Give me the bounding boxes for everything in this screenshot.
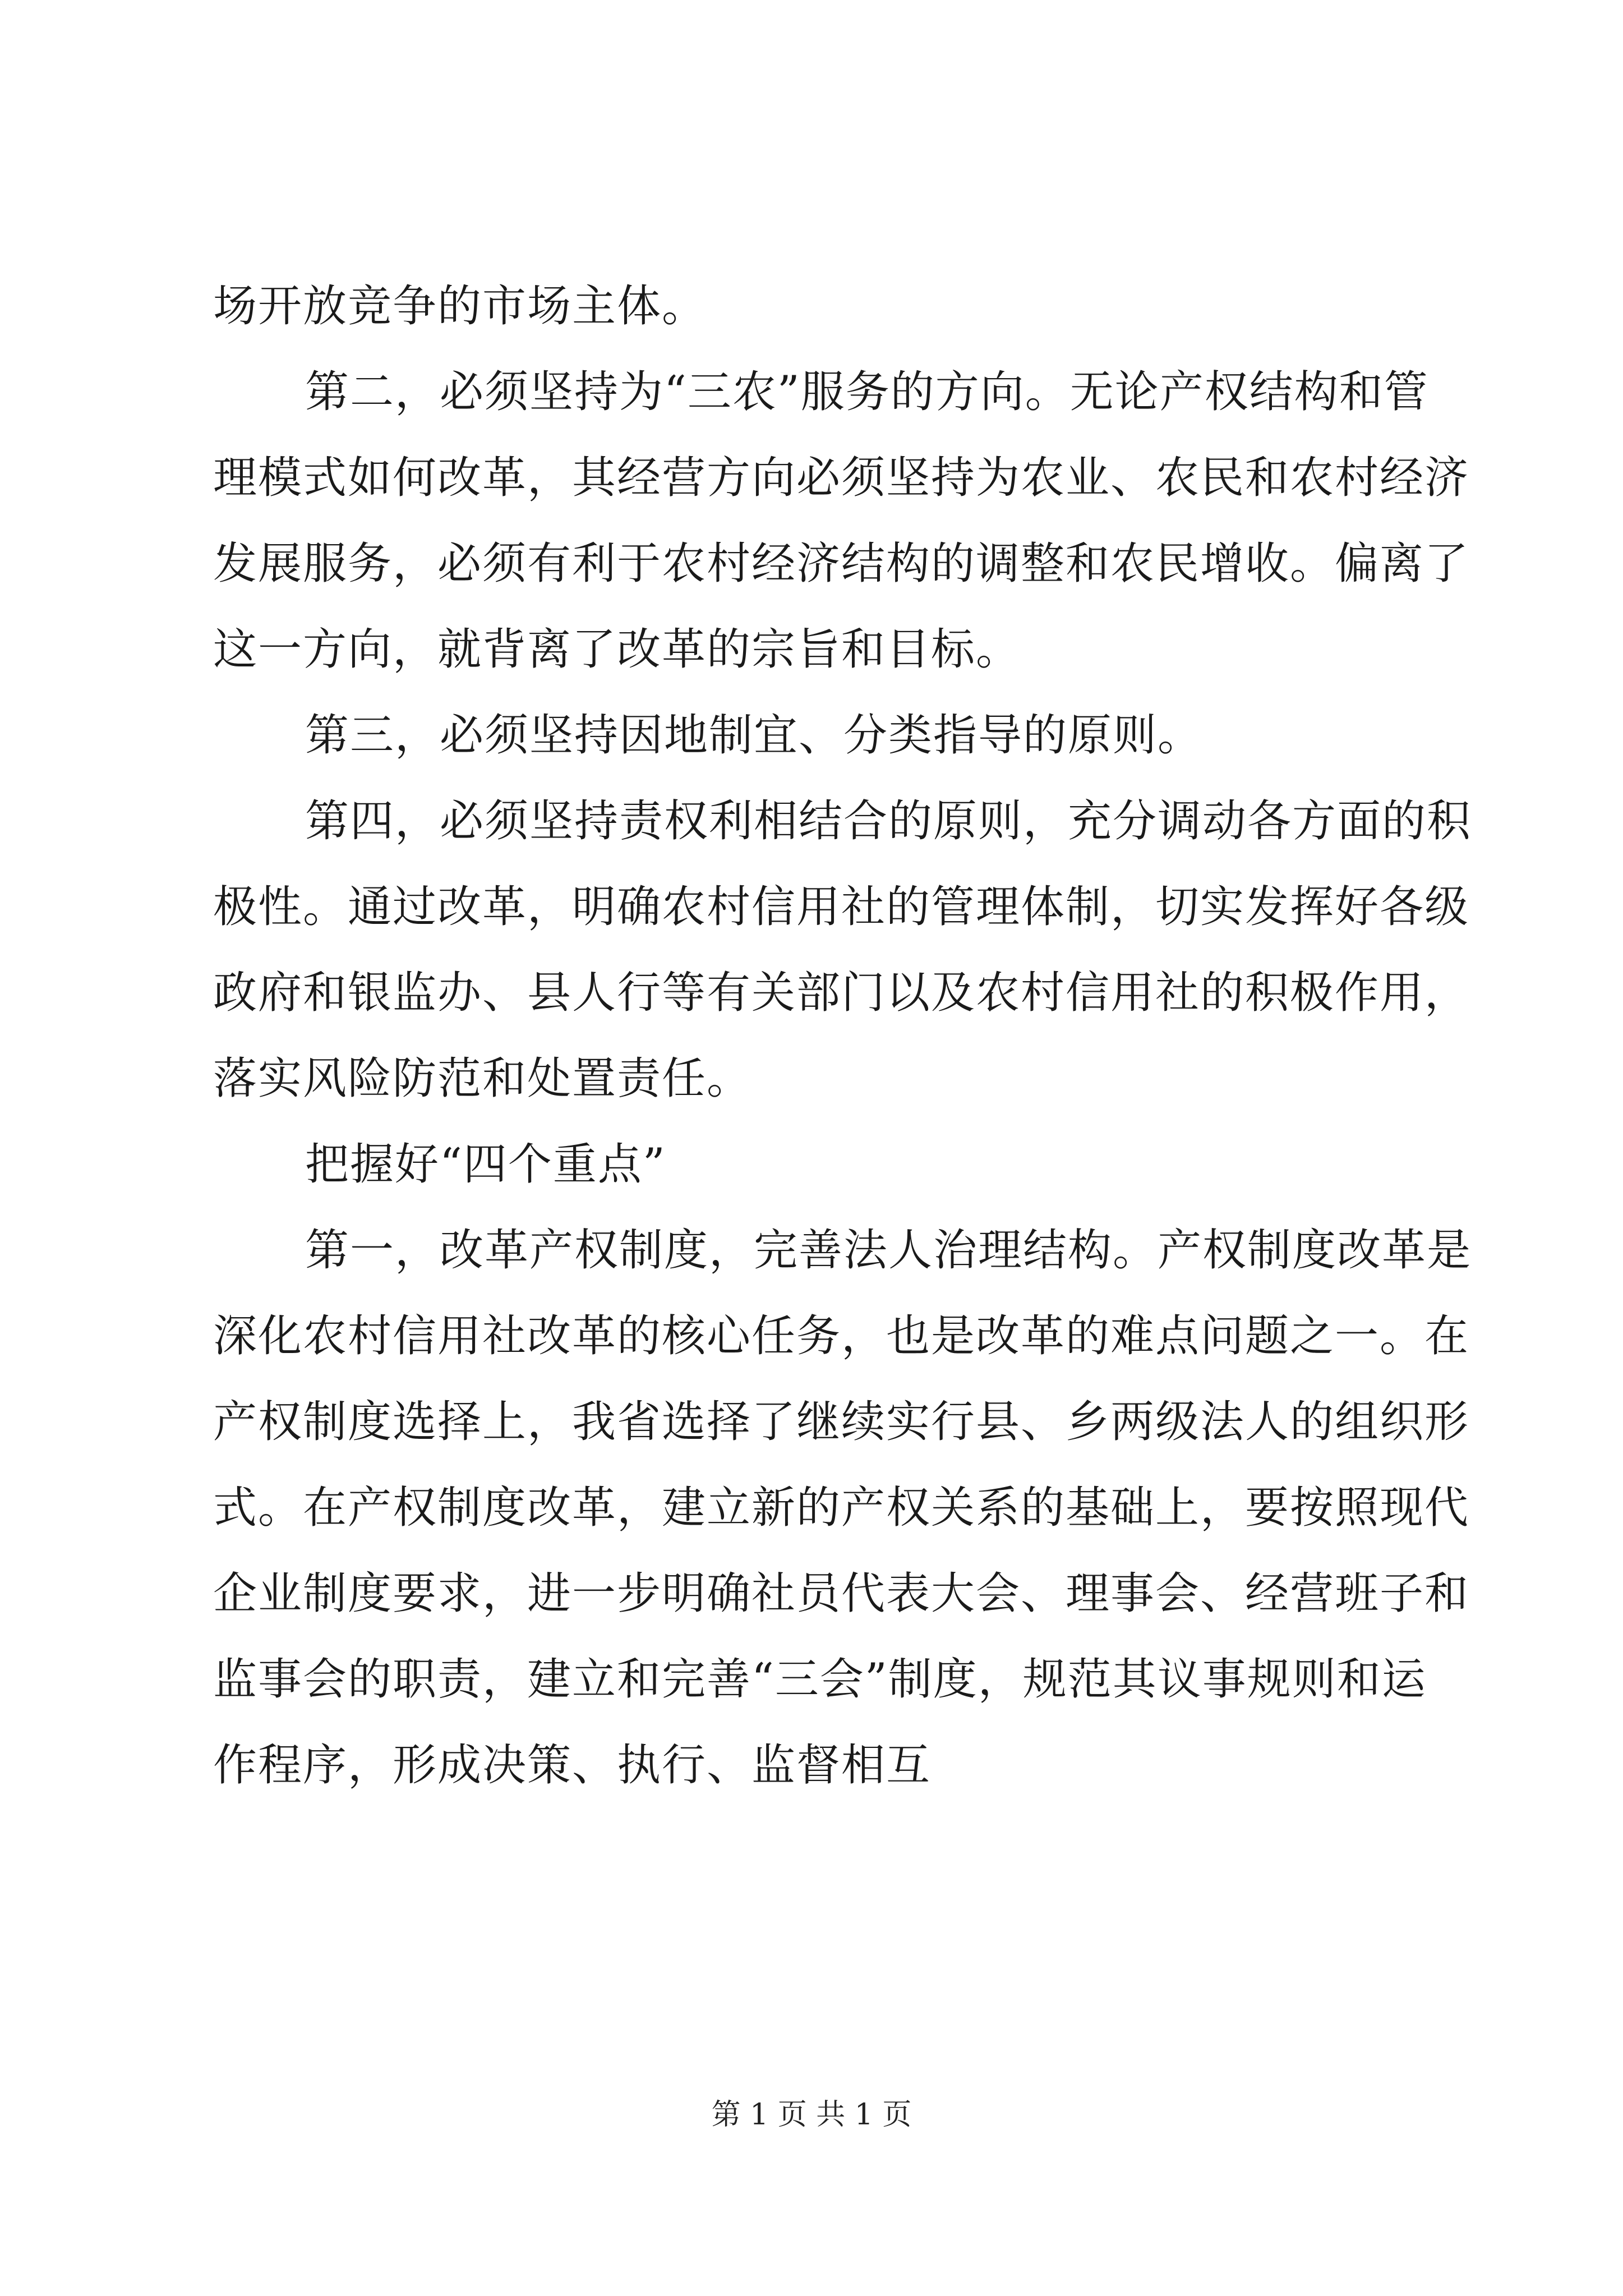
document-body (213, 264, 1472, 1809)
text-line: 极性。通过改革，明确农村信用社的管理体制，切实发挥好各级 (213, 882, 1470, 932)
text-line: 第四，必须坚持责权利相结合的原则，充分调动各方面的积 (305, 796, 1472, 846)
text-line: 第三，必须坚持因地制宜、分类指导的原则。 (305, 710, 1203, 761)
page-footer (0, 2095, 1623, 2134)
text-line: 深化农村信用社改革的核心任务，也是改革的难点问题之一。在 (213, 1311, 1470, 1361)
paragraph (213, 264, 1413, 349)
text-line: 作程序，形成决策、执行、监督相互 (213, 1740, 932, 1791)
paragraph (213, 349, 1470, 693)
text-line: 式。在产权制度改革，建立新的产权关系的基础上，要按照现代 (213, 1483, 1470, 1533)
text-line: 第二，必须坚持为“三农”服务的方向。无论产权结构和管 (305, 367, 1429, 417)
text-line: 落实风险防范和处置责任。 (213, 1053, 752, 1104)
text-line: 企业制度要求，进一步明确社员代表大会、理事会、经营班子和 (213, 1568, 1470, 1619)
text-line: 这一方向，就背离了改革的宗旨和目标。 (213, 624, 1021, 675)
paragraph (213, 1208, 1472, 1809)
text-line: 产权制度选择上，我省选择了继续实行县、乡两级法人的组织形 (213, 1397, 1470, 1447)
text-line: 把握好“四个重点” (305, 1139, 666, 1190)
paragraph (213, 693, 1413, 779)
text-line: 发展服务，必须有利于农村经济结构的调整和农民增收。偏离了 (213, 539, 1470, 589)
text-line: 第一，改革产权制度，完善法人治理结构。产权制度改革是 (305, 1225, 1472, 1276)
page-number-label: 第 1 页 共 1 页 (711, 2098, 912, 2132)
text-line: 场开放竞争的市场主体。 (213, 281, 707, 332)
text-line: 政府和银监办、县人行等有关部门以及农村信用社的积极作用， (213, 968, 1470, 1018)
section-heading (213, 1122, 1413, 1208)
text-line: 理模式如何改革，其经营方向必须坚持为农业、农民和农村经济 (213, 453, 1470, 503)
paragraph (213, 779, 1472, 1122)
text-line: 监事会的职责，建立和完善“三会”制度，规范其议事规则和运 (213, 1654, 1427, 1705)
